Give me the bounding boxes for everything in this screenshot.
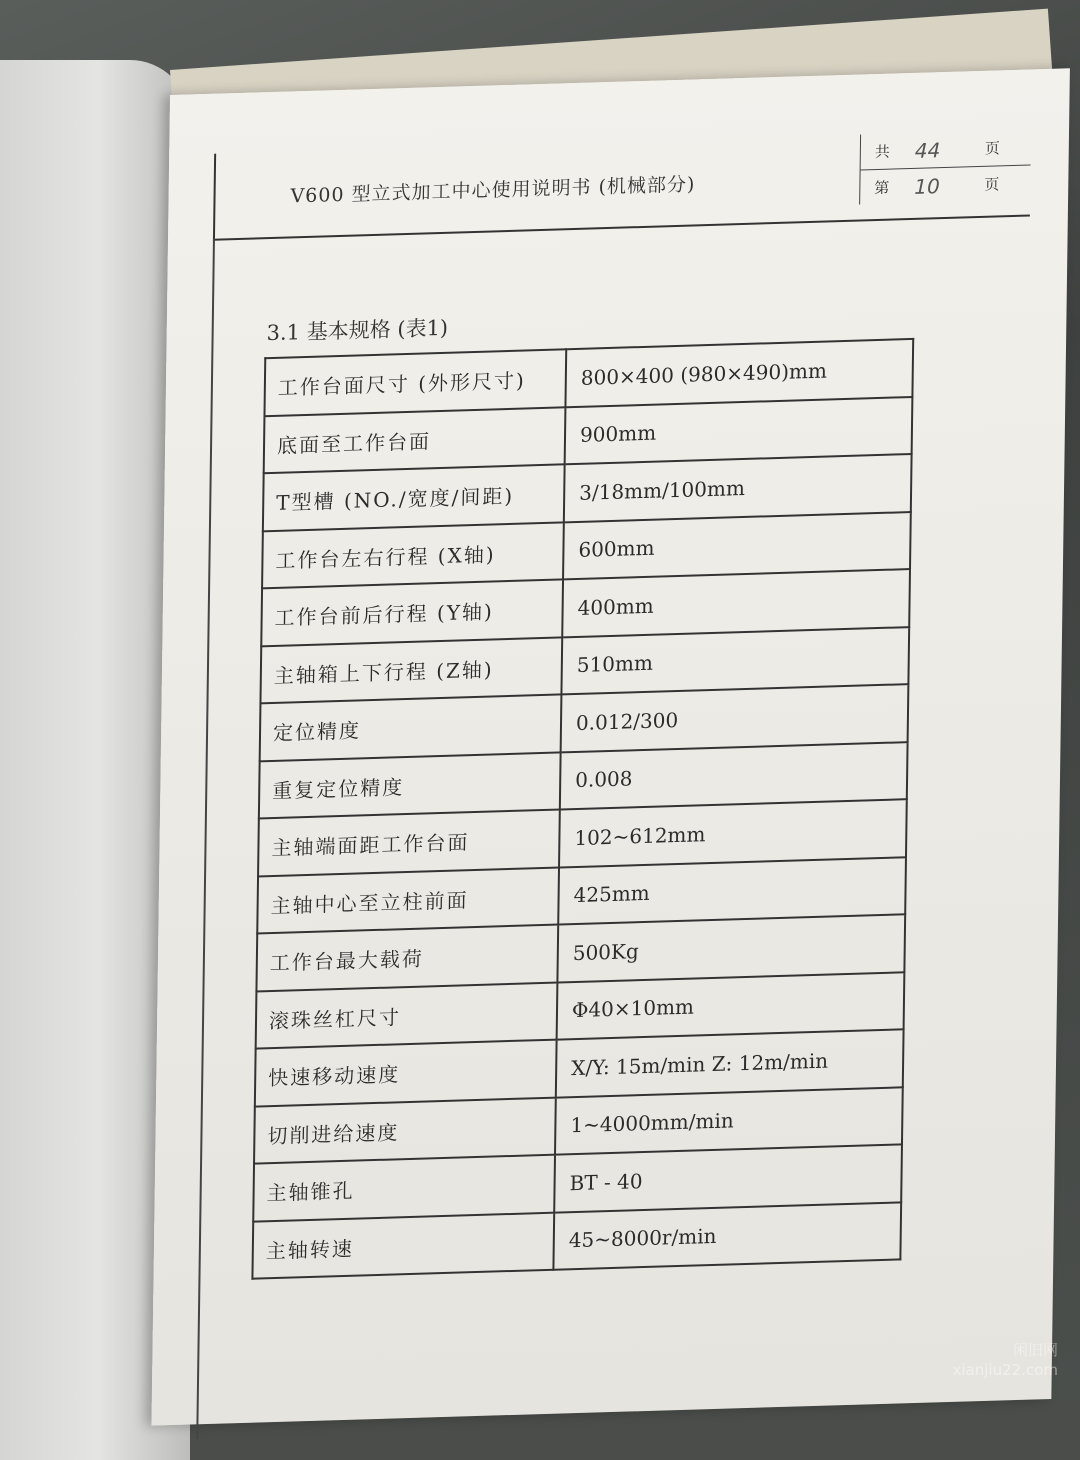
watermark-line1: 闲旧网 [1012,1341,1058,1359]
spec-value: Φ40×10mm [557,972,905,1040]
current-page: 10 [914,173,940,199]
spec-label: 主轴转速 [252,1212,554,1278]
page-header [213,129,1031,240]
total-unit: 页 [984,139,1000,158]
spec-label: 工作台前后行程 (Y轴) [261,579,563,645]
spec-label: 主轴锥孔 [253,1155,555,1221]
spec-label: 快速移动速度 [255,1040,557,1106]
section-title: 3.1 基本规格 (表1) [266,315,449,346]
spec-value: 400mm [562,569,910,637]
spec-value: 0.008 [560,742,908,810]
watermark [953,1340,1058,1380]
spec-value: 0.012/300 [561,684,909,752]
spec-value: 425mm [558,857,906,925]
spec-label: 底面至工作台面 [264,407,566,473]
document-page [151,68,1069,1425]
spec-value: X/Y: 15m/min Z: 12m/min [556,1029,904,1097]
spec-label: 主轴端面距工作台面 [258,809,560,875]
spec-label: 滚珠丝杠尺寸 [256,982,558,1048]
manual-title: V600 型立式加工中心使用说明书 (机械部分) [290,173,696,208]
spec-label: T型槽 (NO./宽度/间距) [263,464,565,530]
spec-label: 定位精度 [260,694,562,760]
spec-value: 600mm [563,512,911,580]
total-pages: 44 [914,137,941,163]
current-page-row [860,164,1030,205]
total-pages-row [861,129,1031,169]
page-number-box [859,129,1031,204]
spec-value: 1~4000mm/min [555,1087,903,1155]
spec-label: 重复定位精度 [259,752,561,818]
spec-label: 工作台左右行程 (X轴) [262,522,564,588]
spec-value: 500Kg [557,914,905,982]
spec-label: 主轴箱上下行程 (Z轴) [260,637,562,703]
spec-table [251,338,914,1280]
spec-value: BT - 40 [554,1144,902,1212]
current-unit: 页 [984,175,1000,194]
spec-value: 510mm [561,627,909,695]
spec-label: 切削进给速度 [254,1097,556,1163]
spec-value: 102~612mm [559,799,907,867]
spec-label: 工作台最大载荷 [256,925,558,991]
spec-value: 45~8000r/min [553,1202,901,1270]
watermark-line2: xianjiu22.com [952,1361,1058,1379]
spec-label: 主轴中心至立柱前面 [257,867,559,933]
spec-label: 工作台面尺寸 (外形尺寸) [264,349,566,415]
spec-value: 3/18mm/100mm [564,454,912,522]
total-label: 共 [874,142,890,162]
spec-value: 900mm [565,396,913,464]
left-margin-rule [196,239,215,1440]
current-label: 第 [874,178,890,198]
spec-value: 800×400 (980×490)mm [565,339,913,407]
